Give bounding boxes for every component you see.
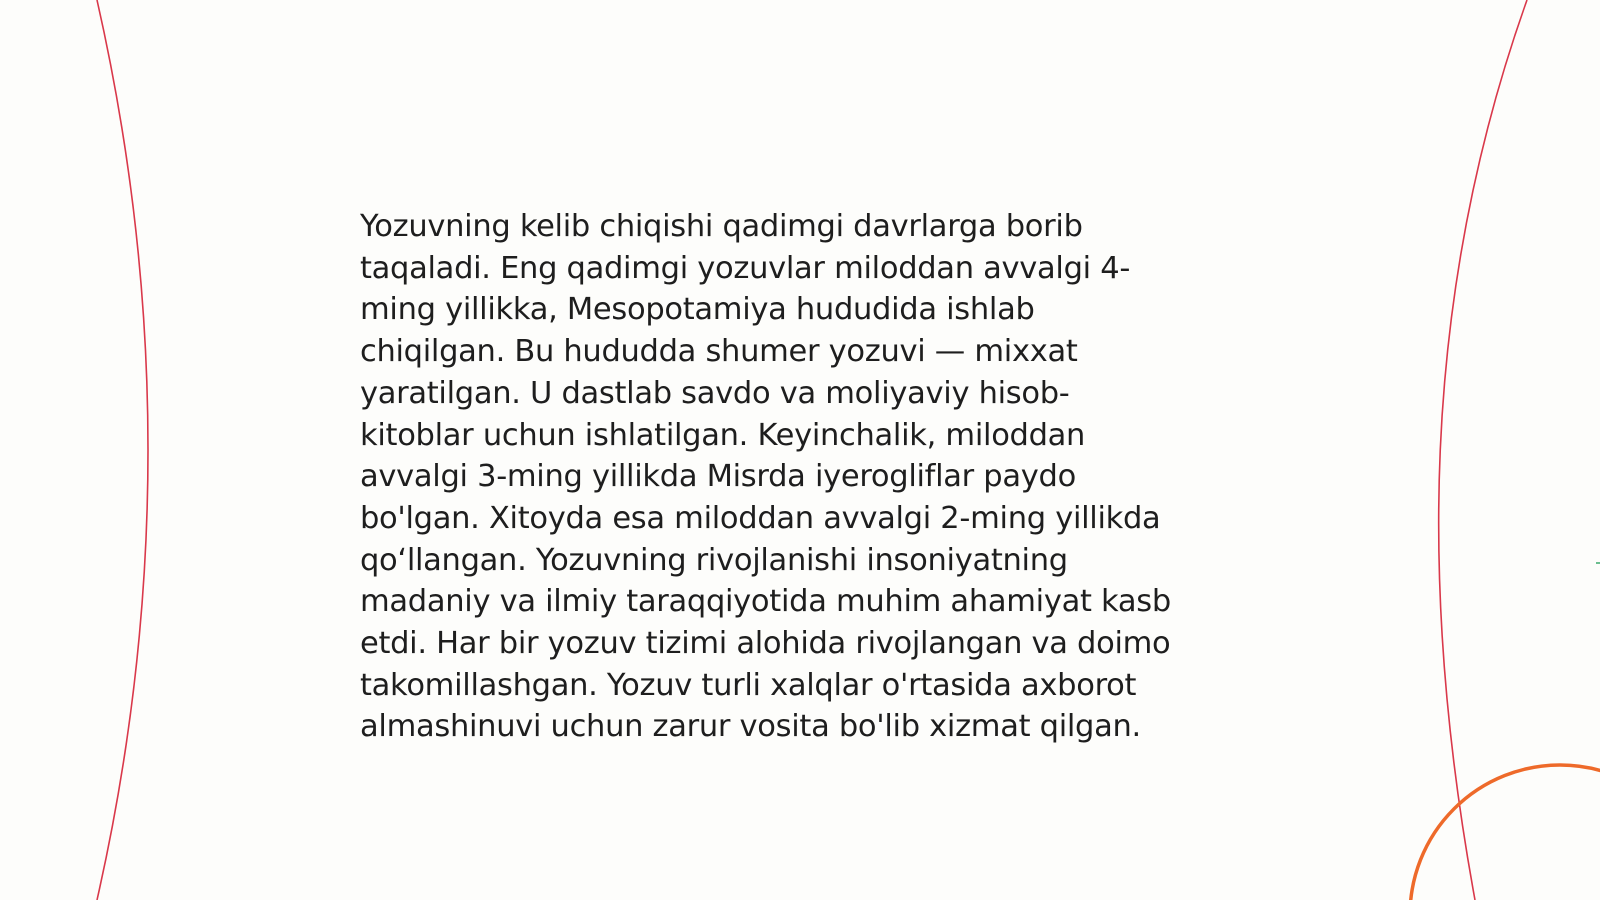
body-paragraph <box>360 206 1240 748</box>
paragraph-line: taqaladi. Eng qadimgi yozuvlar miloddan avvalgi 4- <box>360 250 1131 286</box>
orange-circle <box>1410 765 1600 900</box>
paragraph-line: almashinuvi uchun zarur vosita bo'lib xizmat qilgan. <box>360 709 1141 745</box>
right-curve <box>1439 0 1527 900</box>
paragraph-line: etdi. Har bir yozuv tizimi alohida rivojlangan va doimo <box>360 626 1171 662</box>
paragraph-line: bo'lgan. Xitoyda esa miloddan avvalgi 2-ming yillikda <box>360 500 1161 536</box>
paragraph-line: Yozuvning kelib chiqishi qadimgi davrlarga borib <box>360 209 1083 244</box>
paragraph-line: madaniy va ilmiy taraqqiyotida muhim ahamiyat kasb <box>360 584 1171 620</box>
paragraph-line: takomillashgan. Yozuv turli xalqlar o'rtasida axborot <box>360 667 1137 703</box>
paragraph-line: yaratilgan. U dastlab savdo va moliyaviy hisob- <box>360 375 1070 411</box>
paragraph-line: ming yillikka, Mesopotamiya hududida ishlab <box>360 292 1035 328</box>
paragraph-line: avvalgi 3-ming yillikda Misrda iyerogliflar paydo <box>360 459 1076 495</box>
paragraph-line: kitoblar uchun ishlatilgan. Keyinchalik, miloddan <box>360 417 1086 453</box>
paragraph-line: chiqilgan. Bu hududda shumer yozuvi — mixxat <box>360 334 1078 370</box>
left-curve <box>97 0 148 900</box>
paragraph-line: qo‘llangan. Yozuvning rivojlanishi insoniyatning <box>360 542 1068 578</box>
